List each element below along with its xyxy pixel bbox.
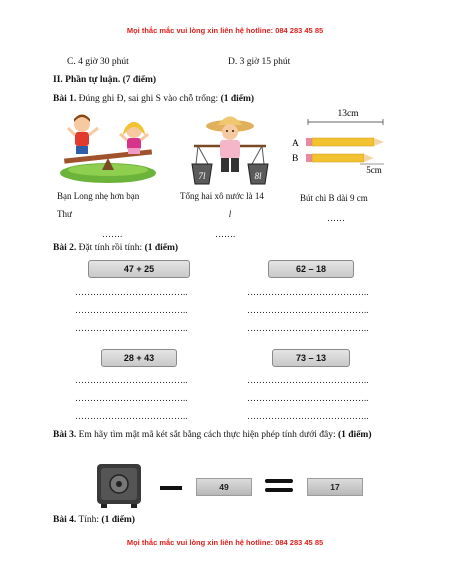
minus-icon bbox=[160, 486, 182, 490]
kids-answer-blank[interactable]: ……. bbox=[102, 229, 123, 239]
minus-value-box: 49 bbox=[196, 478, 252, 496]
hotline-bottom: Mọi thắc mắc vui lòng xin liên hệ hotline: 084 283 45 85 bbox=[126, 538, 324, 547]
exercise-3-label: Bài 3. bbox=[53, 430, 77, 440]
answer-line[interactable]: ……………………………….. bbox=[75, 305, 188, 315]
calc-box: 62 – 18 bbox=[268, 260, 354, 278]
pencil-side-measure: 5cm bbox=[366, 165, 382, 174]
exercise-1-label: Bài 1. bbox=[53, 94, 77, 104]
exercise-3-points-cont: điểm) bbox=[348, 430, 372, 440]
option-c: C. 4 giờ 30 phút bbox=[67, 57, 129, 67]
answer-line[interactable]: ………………………………….. bbox=[247, 411, 369, 421]
calc-box: 73 – 13 bbox=[272, 349, 350, 367]
exercise-2-heading bbox=[53, 243, 178, 253]
answer-line[interactable]: ………………………………….. bbox=[247, 393, 369, 403]
bucket-left-label: 7l bbox=[198, 171, 206, 181]
answer-line[interactable]: ……………………………….. bbox=[75, 323, 188, 333]
answer-line[interactable]: ………………………………….. bbox=[247, 375, 369, 385]
answer-line[interactable]: ………………………………….. bbox=[247, 323, 369, 333]
exercise-2-label: Bài 2. bbox=[53, 243, 77, 253]
exercise-1-text: Đúng ghi Đ, sai ghi S vào chỗ trống: bbox=[76, 94, 221, 104]
hotline-top: Mọi thắc mắc vui lòng xin liên hệ hotline: 084 283 45 85 bbox=[126, 26, 324, 35]
exercise-4-text: Tính: bbox=[76, 515, 102, 525]
option-d: D. 3 giờ 15 phút bbox=[228, 57, 291, 67]
pencils-answer-blank[interactable]: …… bbox=[327, 213, 345, 223]
bucket-right-label: 8l bbox=[254, 171, 262, 181]
calc-box: 47 + 25 bbox=[88, 260, 190, 278]
kids-caption bbox=[57, 190, 169, 221]
buckets-caption-line2: l bbox=[228, 209, 232, 219]
farmer-buckets-illustration bbox=[188, 106, 272, 188]
answer-line[interactable]: ……………………………….. bbox=[75, 393, 188, 403]
exercise-3-points: (1 bbox=[337, 430, 346, 440]
buckets-caption bbox=[180, 190, 280, 221]
result-value-box: 17 bbox=[307, 478, 363, 496]
exercise-3-heading bbox=[53, 427, 401, 444]
calc-box: 28 + 43 bbox=[101, 349, 177, 367]
section-heading: II. Phần tự luận. (7 điểm) bbox=[53, 75, 157, 85]
answer-line[interactable]: ………………………………….. bbox=[247, 287, 369, 297]
exercise-1-heading bbox=[53, 94, 254, 104]
exercise-2-points: (1 điểm) bbox=[144, 243, 179, 253]
safe-icon bbox=[95, 462, 143, 510]
pencils-ruler-illustration bbox=[288, 106, 388, 174]
exercise-2-text: Đặt tính rồi tính: bbox=[76, 243, 145, 253]
answer-line[interactable]: ……………………………….. bbox=[75, 287, 188, 297]
buckets-answer-blank[interactable]: ……. bbox=[215, 229, 236, 239]
answer-line[interactable]: ……………………………….. bbox=[75, 411, 188, 421]
answer-line[interactable]: ……………………………….. bbox=[75, 375, 188, 385]
pencil-top-measure: 13cm bbox=[337, 109, 359, 119]
buckets-caption-line1: Tổng hai xô nước là 14 bbox=[180, 191, 264, 201]
exercise-4-heading bbox=[53, 515, 135, 525]
exercise-1-points: (1 điểm) bbox=[220, 94, 255, 104]
exercise-4-points: (1 điểm) bbox=[101, 515, 135, 525]
answer-line[interactable]: ………………………………….. bbox=[247, 305, 369, 315]
exercise-3-text: Em hãy tìm mật mã két sắt bằng cách thực hiện phép tính dưới đây: bbox=[76, 430, 338, 440]
pencils-caption: Bút chì B dài 9 cm bbox=[300, 193, 368, 203]
kids-caption-line2: Thư bbox=[57, 209, 72, 219]
equals-icon bbox=[265, 479, 293, 493]
pencil-b-label: B bbox=[292, 154, 299, 164]
exercise-4-label: Bài 4. bbox=[53, 515, 77, 525]
pencil-a-label: A bbox=[292, 139, 299, 149]
seesaw-kids-illustration bbox=[58, 108, 158, 184]
kids-caption-line1: Bạn Long nhẹ hơn bạn bbox=[57, 191, 140, 201]
